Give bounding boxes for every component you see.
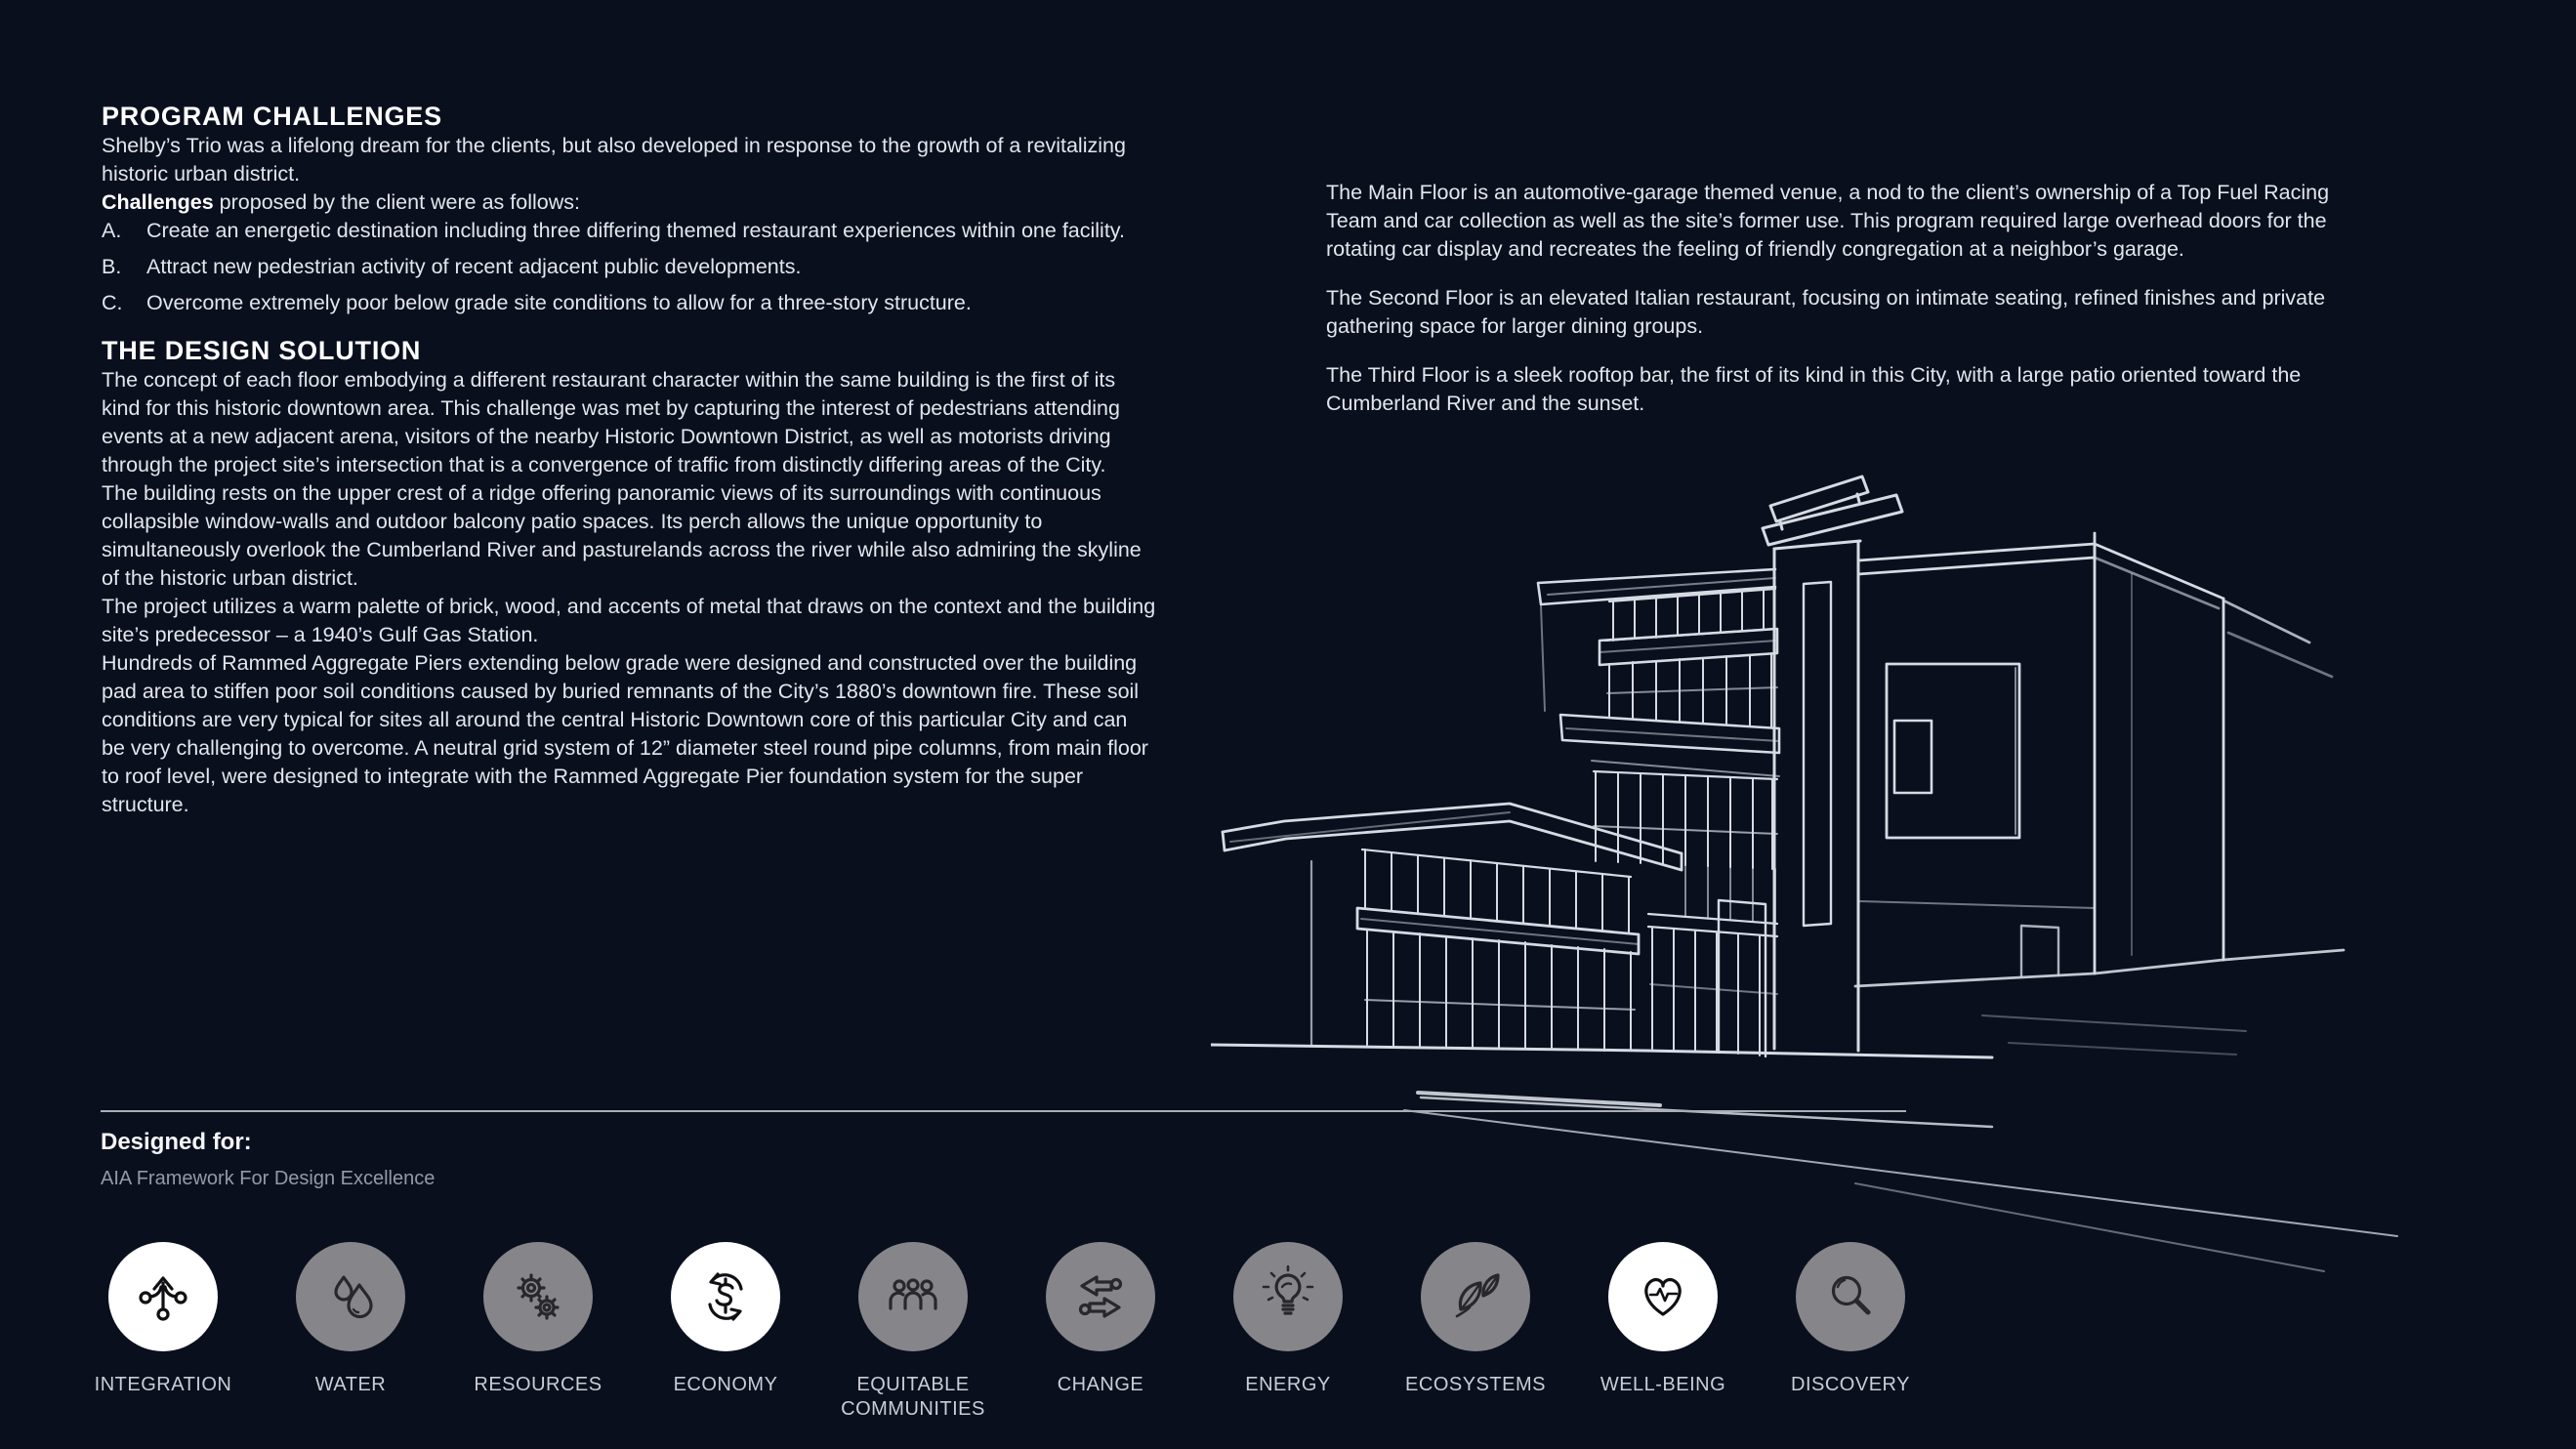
framework-item-ecosystems bbox=[1382, 1242, 1569, 1422]
framework-title: AIA Framework For Design Excellence bbox=[101, 1168, 436, 1189]
gears-icon bbox=[507, 1265, 569, 1328]
arrows-exchange-icon bbox=[1069, 1265, 1132, 1328]
challenges-lead-rest: proposed by the client were as follows: bbox=[213, 190, 580, 214]
framework-item-discovery bbox=[1757, 1242, 1944, 1422]
intro-paragraph: Shelby’s Trio was a lifelong dream for the clients, but also developed in response to the growth of a revitalizing historic urban district. bbox=[102, 134, 1126, 186]
footer-divider bbox=[101, 1110, 1906, 1112]
designed-for-label: Designed for: bbox=[101, 1129, 252, 1155]
challenge-item-c bbox=[102, 289, 1156, 317]
framework-item-energy bbox=[1194, 1242, 1382, 1422]
framework-item-label: ECONOMY bbox=[673, 1374, 778, 1395]
framework-item-label: ENERGY bbox=[1245, 1374, 1331, 1395]
lightbulb-circle bbox=[1233, 1242, 1343, 1351]
water-drops-icon bbox=[319, 1265, 382, 1328]
tower-cap bbox=[1763, 476, 1902, 545]
challenge-text: Create an energetic destination including three differing themed restaurant experiences within one facility. bbox=[146, 219, 1125, 242]
challenge-letter: B. bbox=[102, 255, 122, 278]
leaves-circle bbox=[1421, 1242, 1530, 1351]
people-circle bbox=[858, 1242, 968, 1351]
economy-circle bbox=[671, 1242, 780, 1351]
framework-item-label: EQUITABLE COMMUNITIES bbox=[841, 1374, 985, 1420]
heading-design-solution: THE DESIGN SOLUTION bbox=[102, 336, 422, 365]
heart-pulse-circle bbox=[1608, 1242, 1718, 1351]
water-circle bbox=[296, 1242, 405, 1351]
heading-program-challenges: PROGRAM CHALLENGES bbox=[102, 102, 442, 131]
resources-circle bbox=[483, 1242, 593, 1351]
left-column bbox=[102, 102, 1156, 819]
framework-item-equitable-communities bbox=[819, 1242, 1007, 1422]
framework-item-label: WATER bbox=[314, 1374, 387, 1395]
integration-circle bbox=[108, 1242, 218, 1351]
solution-paragraph: The building rests on the upper crest of a ridge offering panoramic views of its surroundings with continuous collapsible window-walls and outdoor balcony patio spaces. Its perch allows the unique opportunity to simultaneously overlook the Cumberland River and pasturelands across the river while also admiring the skyline of the historic urban district. bbox=[102, 481, 1142, 590]
heart-pulse-icon bbox=[1632, 1265, 1694, 1328]
framework-item-label: ECOSYSTEMS bbox=[1405, 1374, 1546, 1395]
challenges-lead bbox=[102, 188, 1156, 217]
challenge-item-b bbox=[102, 253, 1156, 281]
solution-paragraph: The concept of each floor embodying a different restaurant character within the same building is the first of its kind for this historic downtown area. This challenge was met by capturing the interest of pedestrians attending events at a new adjacent arena, visitors of the nearby Historic Downtown District, as well as motorists driving through the project site’s intersection that is a convergence of traffic from distinctly differing areas of the City. bbox=[102, 368, 1120, 476]
right-box bbox=[1855, 533, 2344, 986]
third-floor-paragraph: The Third Floor is a sleek rooftop bar, the first of its kind in this City, with a large patio oriented toward the Cumberland River and the sunset. bbox=[1326, 363, 2302, 415]
arrows-exchange-icon-circle bbox=[1046, 1242, 1155, 1351]
leaves-icon bbox=[1444, 1265, 1507, 1328]
framework-item-label: RESOURCES bbox=[474, 1374, 602, 1395]
dollar-cycle-icon bbox=[694, 1265, 757, 1328]
challenge-letter: C. bbox=[102, 291, 123, 314]
challenge-item-a bbox=[102, 217, 1156, 245]
building-sketch bbox=[1211, 467, 2412, 1277]
left-pavilion bbox=[1223, 804, 1682, 1051]
solution-paragraph: The project utilizes a warm palette of brick, wood, and accents of metal that draws on the context and the building site’s predecessor – a 1940’s Gulf Gas Station. bbox=[102, 595, 1156, 646]
framework-icons-row bbox=[69, 1242, 1944, 1422]
challenges-lead-bold: Challenges bbox=[102, 190, 214, 214]
people-icon bbox=[882, 1265, 944, 1328]
framework-item-resources bbox=[444, 1242, 632, 1422]
right-column bbox=[1326, 179, 2347, 418]
second-floor-paragraph: The Second Floor is an elevated Italian restaurant, focusing on intimate seating, refined finishes and private gathering space for larger dining groups. bbox=[1326, 286, 2326, 338]
framework-item-label: INTEGRATION bbox=[94, 1374, 232, 1395]
framework-item-label: WELL-BEING bbox=[1600, 1374, 1726, 1395]
tower bbox=[1774, 541, 1860, 1051]
magnifier-circle bbox=[1796, 1242, 1905, 1351]
magnifier-icon bbox=[1819, 1265, 1882, 1328]
lightbulb-icon bbox=[1257, 1265, 1319, 1328]
framework-item-change bbox=[1007, 1242, 1194, 1422]
middle-window-walls bbox=[1538, 569, 1779, 1056]
framework-item-label: DISCOVERY bbox=[1791, 1374, 1910, 1395]
ground-and-street-lines bbox=[1211, 1015, 2397, 1271]
challenge-text: Overcome extremely poor below grade site conditions to allow for a three-story structure. bbox=[146, 291, 972, 314]
framework-item-water bbox=[257, 1242, 444, 1422]
framework-item-economy bbox=[632, 1242, 819, 1422]
main-floor-paragraph: The Main Floor is an automotive-garage themed venue, a nod to the client’s ownership of a Top Fuel Racing Team and car collection as well as the site’s former use. This program required large overhead doors for the rotating car display and recreates the feeling of friendly congregation at a neighbor’s garage. bbox=[1326, 181, 2330, 261]
framework-item-well-being bbox=[1569, 1242, 1757, 1422]
solution-paragraph: Hundreds of Rammed Aggregate Piers extending below grade were designed and constructed over the building pad area to stiffen poor soil conditions caused by buried remnants of the City’s 1880’s downtown fire. These soil conditions are very typical for sites all around the central Historic Downtown core of this particular City and can be very challenging to overcome. A neutral grid system of 12” diameter steel round pipe columns, from main floor to roof level, were designed to integrate with the Rammed Aggregate Pier foundation system for the super structure. bbox=[102, 651, 1148, 816]
integration-icon bbox=[132, 1265, 194, 1328]
framework-item-integration bbox=[69, 1242, 257, 1422]
building-sketch-svg bbox=[1211, 467, 2412, 1277]
challenge-letter: A. bbox=[102, 219, 122, 242]
challenge-text: Attract new pedestrian activity of recent adjacent public developments. bbox=[146, 255, 802, 278]
framework-item-label: CHANGE bbox=[1057, 1374, 1144, 1395]
